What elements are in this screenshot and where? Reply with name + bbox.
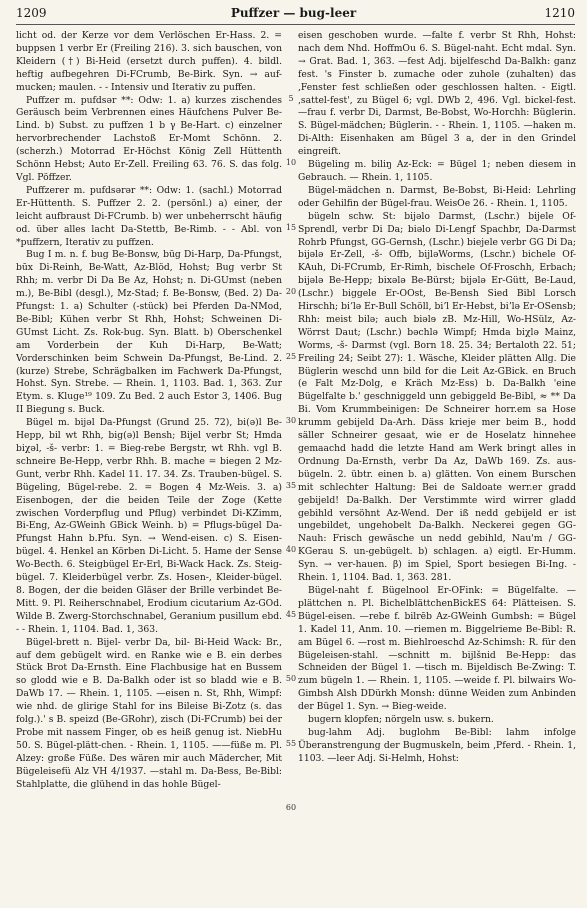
line-number: 60 xyxy=(285,803,297,812)
line-number: 45 xyxy=(285,610,297,619)
page-number-left: 1209 xyxy=(16,6,47,20)
entry-paragraph: bug-lahm Adj. buglohm Be-Bibl: lahm infolge Überanstrengung der Bugmuskeln, beim ‚Pferd. - Rhein. 1, 1103. —leer Adj. Si-Helmh, Hohst: xyxy=(298,726,576,764)
entry-paragraph: Bügel-naht f. Bügelnool Er-OFink: = Bügelfalte. —plättchen n. Pl. BichelblättchenBickES 64: Plätteisen. S. Bügel-eisen. —rebe f. bilrēb Az-GWeinh Gumbsh: = Bügel 1. Kadel 11, Anm. 10. —riemen m. Biggelrieme Be-Bibl: R. am Bügel 6. —rost m. Biehlroeschd Az-Schimsh: R. für den Bügeleisen-stahl. —schnitt m. bijlšnid Be-Hepp: das Schneiden der Bügel 1. —tisch m. Bijeldisch Be-Zwing: T. zum bügeln 1. — Rhein. 1, 1105. —weide f. Pl. bilwairs Wo-Gimbsh Alsh DDürkh Monsh: dünne Weiden zum Anbinden der Bügel 1. Syn. → Bieg-weide. xyxy=(298,584,576,713)
line-number: 30 xyxy=(285,416,297,425)
line-number: 20 xyxy=(285,287,297,296)
line-number: 50 xyxy=(285,674,297,683)
entry-paragraph: eisen geschoben wurde. —falte f. verbr St Rhh, Hohst: nach dem Nhd. HoffmOu 6. S. Bügel-naht. Echt mdal. Syn. → Grat. Bad. 1, 363. —fest Adj. bijelfeschd Da-Balkh: ganz fest. 's Finster b. zumache oder zuhole (zuhalten) das ‚Fenster fest schließen oder geschlossen halten. - Eigtl. ‚sattel-fest', zu Bügel 6; vgl. DWb 2, 496. Vgl. bickel-fest. —frau f. verbr Di, Darmst, Be-Bobst, Wo-Horchh: Büglerin. S. Bügel-mädchen; Büglerin. - - Rhein. 1, 1105. —haken m. Di-Alth: Eisenhaken am Bügel 3 a, der in den Grindel eingreift. xyxy=(298,30,576,158)
line-number: 15 xyxy=(285,223,297,232)
running-head: Puffzer — bug-leer xyxy=(230,6,357,20)
entry-paragraph: Bug I m. n. f. bug Be-Bonsw, būg Di-Harp, Da-Pfungst, būx Di-Reinh, Be-Watt, Az-Blöd, Hohst; Bug verbr St Rhh; m. verbr Di Da Be Az, Hohst; n. Di-GUmst (neben m.), Be-Bibl (desgl.), Mz-Stad; f. Be-Bonsw, (Bed. 2) Da-Pfungst: 1. a) Schulter (-stück) bei Pferden Da-NMod, Be-Bibl; Kühen verbr St Rhh, Hohst; Schweinen Di-GUmst Licht. Zs. Rok-bug. Syn. Blatt. b) Oberschenkel am Vorderbein der Kuh Di-Harp, Be-Watt; Vorderschinken beim Schwein Da-Pfungst, Be-Lind. 2. (kurze) Strebe, Schrägbalken im Fachwerk Da-Pfungst, Hohst. Syn. Strebe. — Rhein. 1, 1103. Bad. 1, 363. Zur Etym. s. Kluge¹⁹ 109. Zu Bed. 2 auch Estor 3, 1406. Bug II Biegung s. Buck. xyxy=(16,249,282,416)
entry-paragraph: Puffzer m. pufdsər **: Odw: 1. a) kurzes zischendes Geräusch beim Verbrennen eines Häufchens Pulver Be-Lind. b) Subst. zu puffzen 1 b γ Be-Hart. c) einzelner hervorbrechender Lachstoß Er-Momt Schönn. 2. (scherzh.) Motorrad Er-Höchst König Zell Hüttenth Schönn Hebst; Auto Er-Zell. Freiling 63. 76. S. das folg. Vgl. Pöffzer. xyxy=(16,94,282,183)
right-column xyxy=(298,30,576,900)
line-number: 25 xyxy=(285,352,297,361)
entry-paragraph: Bügel m. bijəl Da-Pfungst (Grund 25. 72), bi(ə)l Be-Hepp, bil wt Rhh, big(ə)l Bensh; Bijel verbr St; Hmda biχəl, -š- verbr: 1. = Bieg-rebe Bergstr, wt Rhh. vgl B. schneire Be-Hepp, verbr Rhh. B. mache = biegen 2 Mz-Gunt, verbr Rhh. Kadel 11. 17. 34. Zs. Trauben-bügel. S. Bügeling, Bügel-rebe. 2. = Bogen 4 Mz-Weis. 3. a) Eisenbogen, der die beiden Teile der Zoge (Kette zwischen Vorderpflug und Pflug) verbindet Di-KZimm, Bi-Eng, Az-GWeinh GBick Weinh. b) = Pflugs-bügel Da-Pfungst Hahn b.Pfu. Syn. → Wend-eisen. c) S. Eisen-bügel. 4. Henkel an Körben Di-Licht. 5. Hame der Sense Wo-Becth. 6. Steigbügel Er-Erl, Bi-Wack Hack. Zs. Steig-bügel. 7. Kleiderbügel verbr. Zs. Hosen-, Kleider-bügel. 8. Bogen, der die beiden Gläser der Brille verbindet Be-Mitt. 9. Pl. Reiherschnabel, Erodium cicutarium Az-GOd. Wilde B. Zwerg-Storchschnabel, Geranium pusillum ebd. - - Rhein. 1, 1104. Bad. 1, 363. xyxy=(16,417,282,635)
line-number: 10 xyxy=(285,158,297,167)
line-number: 35 xyxy=(285,481,297,490)
page-header xyxy=(0,0,587,26)
entry-paragraph: licht od. der Kerze vor dem Verlöschen Er-Hass. 2. = buppsen 1 verbr Er (Freiling 216). 3. sich bauschen, von Kleidern (†) Bi-Heid (ersetzt durch puffen). 4. bildl. heftig aufbegehren Di-FCrumb, Be-Birk. Syn. → auf-mucken; maulen. - - Intensiv und Iterativ zu puffen. xyxy=(16,30,282,93)
entry-paragraph: Bügel-mädchen n. Darmst, Be-Bobst, Bi-Heid: Lehrling oder Gehilfin der Bügel-frau. WeisOe 26. - Rhein. 1, 1105. xyxy=(298,184,576,209)
entry-paragraph: Puffzerer m. pufdsərər **: Odw: 1. (sachl.) Motorrad Er-Hüttenth. S. Puffzer 2. 2. (persönl.) a) einer, der leicht aufbraust Di-FCrumb. b) wer unbeherrscht häufig od. über alles lacht Da-Stettb, Be-Rimb. - - Abl. von *puffzern, Iterativ zu puffzen. xyxy=(16,184,282,248)
left-column xyxy=(16,30,282,900)
line-number: 40 xyxy=(285,545,297,554)
line-number: 55 xyxy=(285,739,297,748)
entry-paragraph: bügeln schw. St: bijəlo Darmst, (Lschr.) bijele Of-Sprendl, verbr Di Da; biəlo Di-Lengf Spachbr, Da-Darmst Rohrb Pfungst, GG-Gernsh, (Lschr.) biejele verbr GG Di Da; bijələ Er-Zell, -š- Offb, bijləWorms, (Lschr.) bichele Of-KAuh, Di-FCrumb, Er-Rimh, bischele Of-Froschh, Erbach; bijələ Be-Hepp; bixələ Be-Bürst; bijələ Er-Gütt, Be-Laud, (Lschr.) biggele Er-OOst, Be-Bensh Sied Bibl Lorsch Hirschh; biʼlə Er-Bull Schöll, biʼl Er-Hebst, biʼlə Er-OSensb; Rhh: meist bilə; auch biəlɘ zB. Mz-Hill, Wo-HSülz, Az-Wörrst Daut; (Lschr.) bəchlə Wimpf; Hmda biχlə Mainz, Worms, -š- Darmst (vgl. Born 18. 25. 34; Bertaloth 22. 51; Freiling 24; Seibt 27): 1. Wäsche, Kleider plätten Allg. Die Büglerin weschd unn bild for die Leit Az-GBick. en Bruch (e Falt Mz-Dolg, e Kräch Mz-Ess) b. Da-Balkh 'eine Bügelfalte b.' geschniggeld unn gebiggeld Be-Bibl, ≈ ** Da Bi. Vom Krummbeinigen: De Schneirer horr.em sa Hose krumm gebijeld Da-Arh. Däss krieje mer beim B., hodd säller Schneirer gesaat, wie er de Hoselatz hinnehee gemaachd hadd die letzte Hand am Werk bringt alles in Ordnung Da-Ernsth, verbr Da Az, DaWb 169. Zs. aus-bügeln. 2. übtr. einen b. a) glätten. Von einem Burschen mit schlechter Haltung: Bei de Saldoate werr.er gradd gebijeld! Da-Balkh. Der Verstimmte wird wirrer gladd gebihld versöhnt Az-Wend. Der iß nedd gebijeld er ist ungebildet, ungehobelt Da-Balkh. Neckerei gegen GG-Nauh: Frisch gewäsche un nedd gebihld, Nau'm / GG-KGerau S. un-gebügelt. b) schlagen. a) eigtl. Er-Humm. Syn. → ver-hauen. β) im Spiel, Sport besiegen Bi-Ing. - Rhein. 1, 1104. Bad. 1, 363. 281. xyxy=(298,210,576,584)
line-number-gutter xyxy=(284,30,298,900)
page-number-right: 1210 xyxy=(544,6,575,20)
entry-paragraph: Bügeling m. biliŋ Az-Eck: = Bügel 1; neben diesem in Gebrauch. — Rhein. 1, 1105. xyxy=(298,159,576,183)
entry-paragraph: Bügel-brett n. Bijel- verbr Da, bil- Bi-Heid Wack: Br., auf dem gebügelt wird. en Ranke wie e B. ein derbes Stück Brot Da-Ernsth. Eine Flachbusige hat en Bussem so glodd wie e B. Da-Balkh oder ist so bladd wie e B. DaWb 17. — Rhein. 1, 1105. —eisen n. St, Rhh, Wimpf: wie nhd. de glirige Stahl for ins Bileise Bi-Zotz (s. das folg.).' s B. speizd (Be-GRohr), zisch (Di-FCrumb) bei der Probe mit nassem Finger, ob es heiß genug ist. NiebHu 50. S. Bügel-plätt-chen. - Rhein. 1, 1105. ——füße m. Pl. Alzey: große Füße. Des wären mir auch Mädercher, Mit Bügeleisefü Alz VH 4/1937. —stahl m. Da-Bess, Be-Bibl: Stahlplatte, die glühend in das hohle Bügel- xyxy=(16,636,282,790)
line-number: 5 xyxy=(288,94,294,103)
header-rule xyxy=(16,24,575,25)
entry-paragraph: bugern klopfen; nörgeln usw. s. bukern. xyxy=(308,714,494,726)
